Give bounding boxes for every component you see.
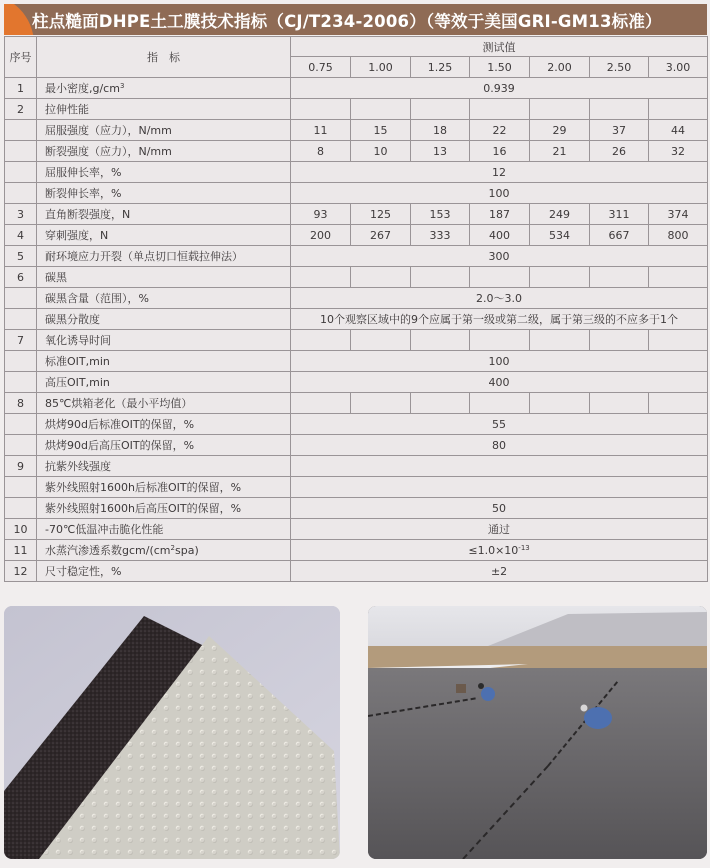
row-value-empty [411,267,470,288]
row-value: 29 [530,120,590,141]
row-seq [5,351,37,372]
row-value-merged [291,162,708,183]
row-value-empty [470,330,530,351]
row-indicator [37,414,291,435]
row-value: 153 [411,204,470,225]
table-row [5,309,708,330]
row-value-text: 0.939 [483,81,515,95]
table-row [5,204,708,225]
row-value: 37 [590,120,649,141]
row-value-merged [291,519,708,540]
table-row [5,456,708,477]
row-indicator-text: 屈服强度（应力），N/mm [45,124,172,137]
row-indicator [37,351,291,372]
row-value: 187 [470,204,530,225]
row-value: 534 [530,225,590,246]
row-value-empty [411,99,470,120]
row-seq: 1 [5,78,37,99]
row-seq: 6 [5,267,37,288]
row-indicator-text: 耐环境应力开裂（单点切口恒载拉伸法） [45,250,243,263]
table-row [5,561,708,582]
page-title: 柱点糙面DHPE土工膜技术指标（CJ/T234-2006）（等效于美国GRI-GM13标准） [32,12,662,31]
header-thickness: 1.50 [470,57,530,78]
row-indicator-text: 碳黑分散度 [45,313,100,326]
table-row [5,414,708,435]
row-indicator [37,141,291,162]
row-seq: 11 [5,540,37,561]
table-row [5,288,708,309]
row-value-merged [291,78,708,99]
row-value: 267 [351,225,411,246]
row-value-text: 300 [488,249,510,263]
row-seq: 8 [5,393,37,414]
row-value-text: 400 [488,375,510,389]
row-value: 15 [351,120,411,141]
row-value-text: 50 [492,501,507,515]
row-indicator-text: 穿刺强度，N [45,229,109,242]
row-seq: 3 [5,204,37,225]
header-thickness: 3.00 [649,57,708,78]
row-value-empty [411,393,470,414]
header-thickness: 0.75 [291,57,351,78]
row-value-empty [530,330,590,351]
row-value-merged [291,435,708,456]
row-indicator-text: 断裂伸长率，% [45,187,122,200]
row-seq [5,372,37,393]
row-indicator-text: 紫外线照射1600h后标准OIT的保留，% [45,481,242,494]
row-value-merged [291,288,708,309]
row-seq: 5 [5,246,37,267]
row-value: 200 [291,225,351,246]
row-seq: 12 [5,561,37,582]
installation-site-photo [368,606,707,859]
table-row [5,267,708,288]
row-value: 13 [411,141,470,162]
row-indicator [37,288,291,309]
row-value-text: 100 [488,354,510,368]
row-seq [5,288,37,309]
row-indicator-tail: spa) [174,544,199,557]
header-row-1 [5,37,708,57]
table-row [5,78,708,99]
row-indicator-text: 紫外线照射1600h后高压OIT的保留，% [45,502,242,515]
table-row [5,519,708,540]
row-value-merged [291,183,708,204]
row-value: 44 [649,120,708,141]
row-value-empty [291,393,351,414]
row-value-empty [530,267,590,288]
row-indicator [37,225,291,246]
row-indicator-text: 85℃烘箱老化（最小平均值） [45,397,193,410]
row-indicator-text: 烘烤90d后高压OIT的保留，% [45,439,195,452]
row-value-empty [291,99,351,120]
header-seq: 序号 [5,37,37,78]
row-value-merged [291,498,708,519]
row-value-empty [590,99,649,120]
table-row [5,99,708,120]
row-seq [5,162,37,183]
table-row [5,435,708,456]
row-value-empty [470,393,530,414]
row-seq: 2 [5,99,37,120]
row-seq: 7 [5,330,37,351]
table-row [5,498,708,519]
row-indicator [37,540,291,561]
header-test-value: 测试值 [291,37,708,57]
table-row [5,141,708,162]
row-indicator [37,456,291,477]
superscript: 3 [119,82,125,90]
row-value-text: 10个观察区域中的9个应属于第一级或第二级，属于第三级的不应多于1个 [320,313,679,326]
row-value: 10 [351,141,411,162]
row-indicator-text: 直角断裂强度，N [45,208,131,221]
row-value-merged [291,561,708,582]
row-value-empty [351,99,411,120]
row-indicator [37,393,291,414]
row-indicator-text: 抗紫外线强度 [45,460,111,473]
row-indicator [37,246,291,267]
row-value-empty [590,267,649,288]
row-value-empty [470,99,530,120]
row-value-empty [351,330,411,351]
row-indicator-text: 最小密度,g/cm [45,82,120,95]
row-value-empty [351,267,411,288]
header-thickness: 2.50 [590,57,649,78]
row-value-merged [291,414,708,435]
row-seq: 9 [5,456,37,477]
row-seq [5,477,37,498]
row-indicator [37,99,291,120]
row-value-empty [649,99,708,120]
row-indicator [37,519,291,540]
table-row [5,372,708,393]
row-value-empty [291,267,351,288]
row-value-merged [291,351,708,372]
row-value: 374 [649,204,708,225]
row-indicator [37,372,291,393]
row-value-text: 80 [492,438,507,452]
header-indicator: 指 标 [37,37,291,78]
row-indicator-text: 烘烤90d后标准OIT的保留，% [45,418,195,431]
row-value-merged [291,540,708,561]
row-value-empty [530,99,590,120]
row-value-merged [291,246,708,267]
row-value-empty [649,330,708,351]
row-seq: 10 [5,519,37,540]
row-value-empty [291,330,351,351]
row-indicator [37,561,291,582]
row-value-empty [411,330,470,351]
table-row [5,477,708,498]
row-value: 21 [530,141,590,162]
row-value: 32 [649,141,708,162]
row-value: 400 [470,225,530,246]
row-seq [5,309,37,330]
table-row [5,393,708,414]
title-accent-shape [4,4,34,35]
row-indicator [37,330,291,351]
row-value-merged [291,309,708,330]
table-row [5,330,708,351]
table-row [5,162,708,183]
row-indicator [37,162,291,183]
row-value: 8 [291,141,351,162]
row-value-merged [291,372,708,393]
row-indicator-text: 水蒸汽渗透系数gcm/(cm [45,544,171,557]
table-row [5,540,708,561]
row-indicator [37,204,291,225]
row-indicator [37,309,291,330]
row-value-empty [530,393,590,414]
installation-site-image [368,606,707,859]
table-row [5,183,708,204]
row-value-merged [291,477,708,498]
row-indicator [37,78,291,99]
row-indicator-text: 标准OIT,min [45,355,110,368]
row-indicator-text: 高压OIT,min [45,376,110,389]
header-thickness: 2.00 [530,57,590,78]
row-seq: 4 [5,225,37,246]
row-value-empty [590,330,649,351]
superscript: 2 [170,544,175,552]
row-value: 93 [291,204,351,225]
row-value-text: ±2 [490,564,508,578]
row-value: 125 [351,204,411,225]
row-indicator-text: 断裂强度（应力），N/mm [45,145,172,158]
row-indicator-text: 碳黑 [45,271,67,284]
row-value: 16 [470,141,530,162]
row-value-text: 通过 [488,523,511,536]
row-value: 800 [649,225,708,246]
row-value: 333 [411,225,470,246]
row-value-text: ≤1.0×10 [468,543,519,557]
row-indicator [37,498,291,519]
row-value-empty [590,393,649,414]
table-row [5,351,708,372]
table-row [5,120,708,141]
row-value: 22 [470,120,530,141]
row-value: 249 [530,204,590,225]
row-seq [5,414,37,435]
row-value: 311 [590,204,649,225]
row-value-empty [470,267,530,288]
row-value-empty [649,393,708,414]
geomembrane-sample-image [4,606,340,859]
row-value: 667 [590,225,649,246]
row-value-text: 2.0～3.0 [476,292,523,305]
row-indicator-text: 氧化诱导时间 [45,334,111,347]
row-indicator-text: 拉伸性能 [45,103,89,116]
title-bar [4,4,707,35]
geomembrane-sample-photo [4,606,340,859]
table-row [5,225,708,246]
row-indicator [37,120,291,141]
row-indicator [37,183,291,204]
row-value-empty [649,267,708,288]
row-value-text: 55 [492,417,507,431]
row-value-text: 100 [488,186,510,200]
row-indicator [37,477,291,498]
row-value: 11 [291,120,351,141]
header-thickness: 1.25 [411,57,470,78]
row-indicator [37,435,291,456]
row-indicator-text: 屈服伸长率，% [45,166,122,179]
row-indicator-text: -70℃低温冲击脆化性能 [45,523,164,536]
row-indicator [37,267,291,288]
row-indicator-text: 碳黑含量（范围），% [45,292,149,305]
row-value: 18 [411,120,470,141]
row-value-empty [351,393,411,414]
row-indicator-text: 尺寸稳定性，% [45,565,122,578]
row-seq [5,183,37,204]
row-seq [5,120,37,141]
row-value: 26 [590,141,649,162]
header-thickness: 1.00 [351,57,411,78]
spec-table [4,36,708,582]
superscript: -13 [518,543,530,552]
row-value-text: 12 [492,165,507,179]
row-value-merged [291,456,708,477]
row-seq [5,435,37,456]
row-seq [5,498,37,519]
table-row [5,246,708,267]
row-seq [5,141,37,162]
